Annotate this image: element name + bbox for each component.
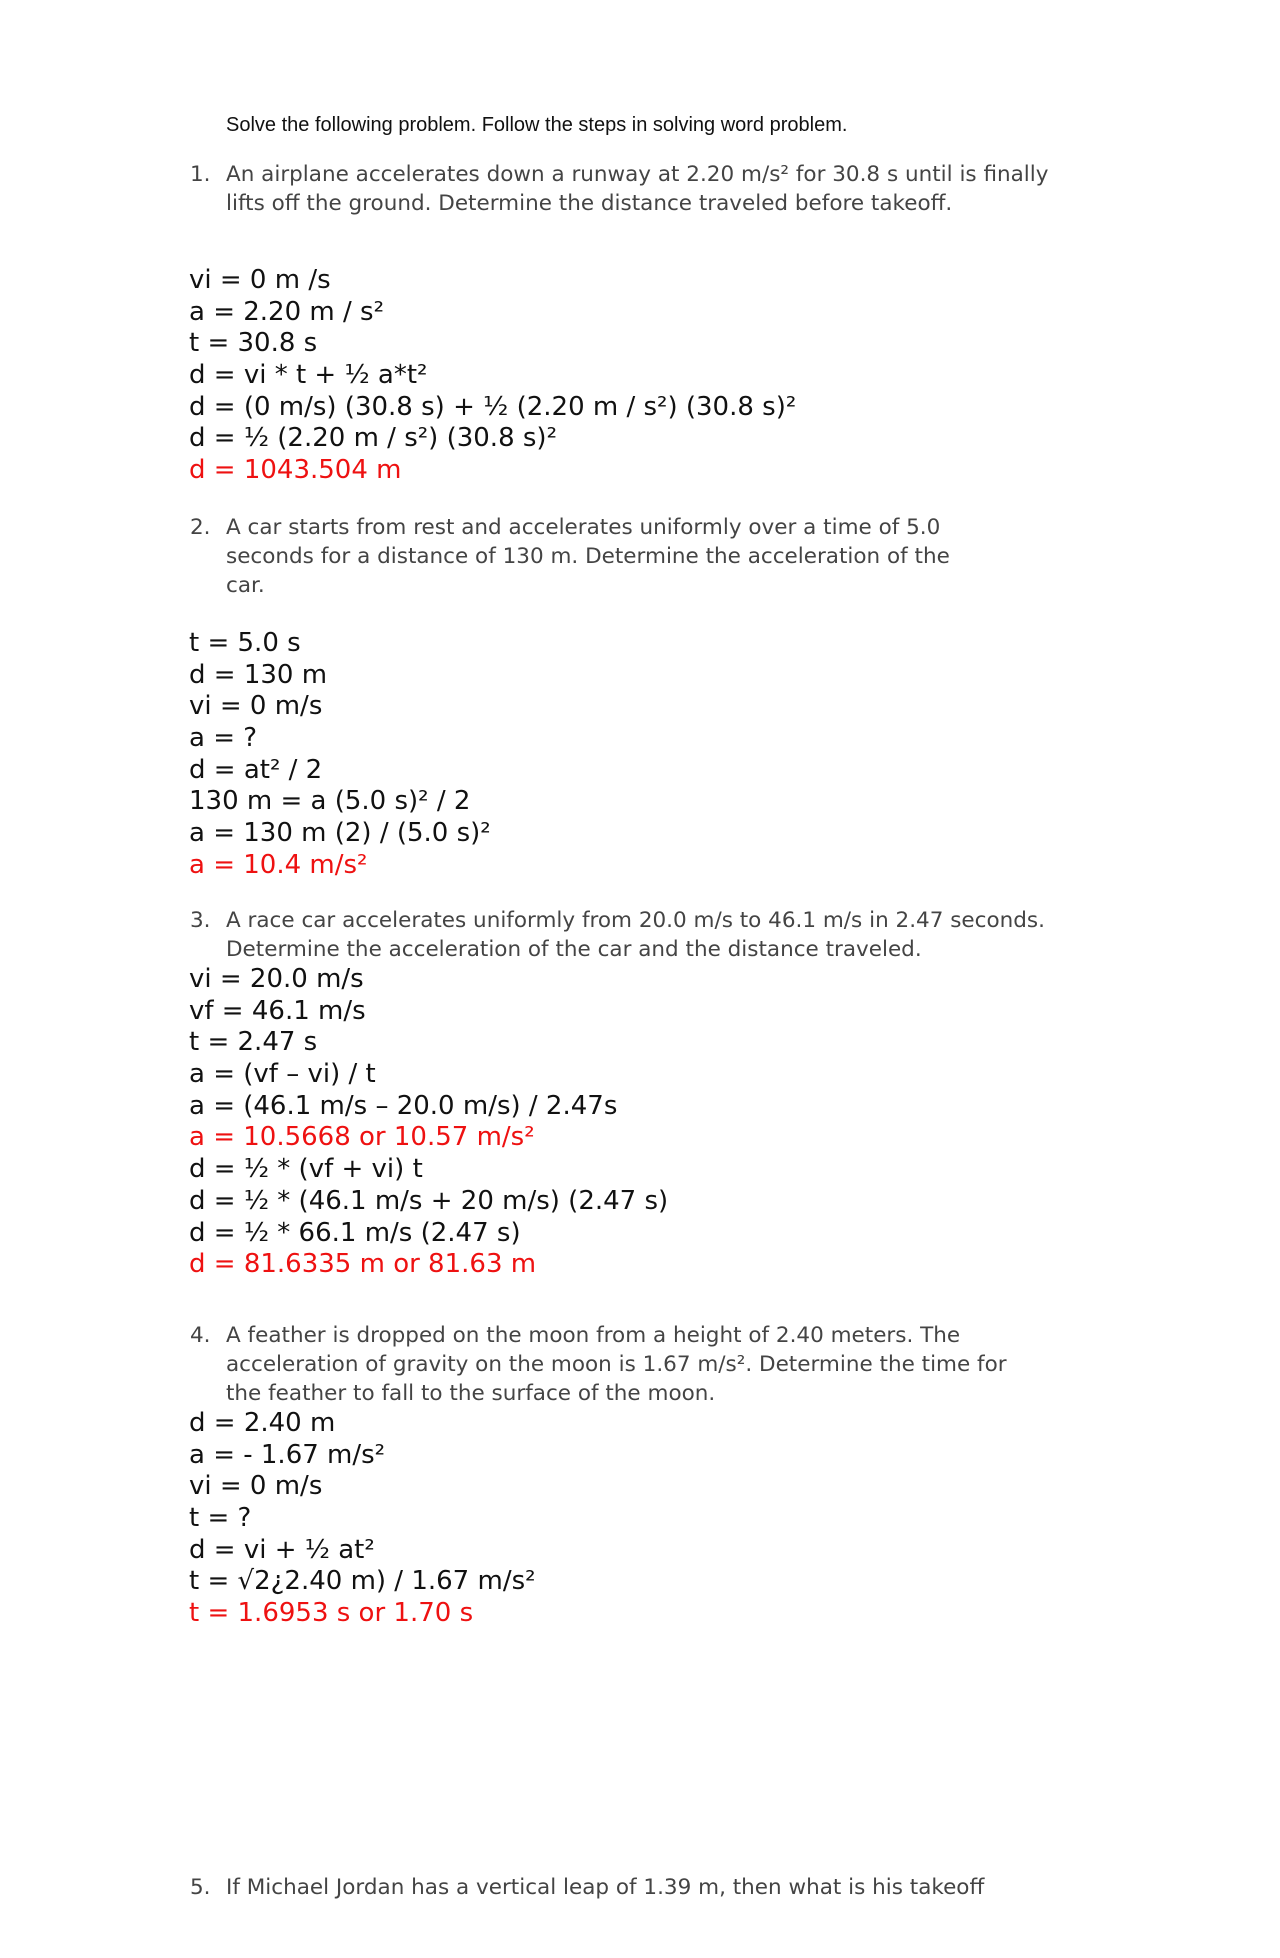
work-line: vi = 20.0 m/s	[189, 964, 364, 994]
work-line: d = ½ * (46.1 m/s + 20 m/s) (2.47 s)	[189, 1185, 669, 1216]
answer-line: t = 1.6953 s or 1.70 s	[189, 1598, 474, 1629]
answer-line: d = 81.6335 m or 81.63 m	[189, 1249, 537, 1280]
problem-statement	[226, 160, 1048, 218]
answer-line: d = 1043.504 m	[189, 455, 402, 486]
answer-line: a = 10.5668 or 10.57 m/s²	[189, 1122, 535, 1153]
problem-line: acceleration of gravity on the moon is 1.67 m/s². Determine the time for	[226, 1352, 1007, 1377]
solution-3	[189, 964, 668, 1281]
work-line: d = vi + ½ at²	[189, 1534, 375, 1565]
problem-statement	[226, 906, 1045, 964]
work-line: t = 2.47 s	[189, 1027, 318, 1058]
work-line: t = ?	[189, 1503, 252, 1534]
problem-statement	[226, 1873, 984, 1902]
problem-line: car.	[226, 573, 265, 598]
work-line: 130 m = a (5.0 s)² / 2	[189, 786, 471, 817]
work-line: a = (46.1 m/s – 20.0 m/s) / 2.47s	[189, 1090, 618, 1121]
work-line: t = 5.0 s	[189, 628, 301, 658]
problem-number: 4.	[190, 1323, 211, 1348]
work-line: vi = 0 m/s	[189, 1471, 323, 1502]
work-line: vf = 46.1 m/s	[189, 995, 366, 1026]
problem-line: lifts off the ground. Determine the distance traveled before takeoff.	[226, 191, 953, 216]
work-line: t = 30.8 s	[189, 328, 318, 359]
work-line: d = at² / 2	[189, 754, 323, 785]
instruction-text: Solve the following problem. Follow the steps in solving word problem.	[226, 114, 848, 136]
solution-4	[189, 1408, 536, 1630]
work-line: d = vi * t + ½ a*t²	[189, 360, 428, 391]
work-line: a = - 1.67 m/s²	[189, 1439, 386, 1470]
work-line: a = 130 m (2) / (5.0 s)²	[189, 818, 491, 849]
work-line: d = 130 m	[189, 659, 328, 690]
problem-line: If Michael Jordan has a vertical leap of 1.39 m, then what is his takeoff	[226, 1875, 985, 1900]
work-line: a = 2.20 m / s²	[189, 296, 384, 327]
work-line: vi = 0 m/s	[189, 691, 323, 722]
work-line: d = (0 m/s) (30.8 s) + ½ (2.20 m / s²) (30.8 s)²	[189, 391, 797, 422]
problem-line: the feather to fall to the surface of the moon.	[226, 1381, 716, 1406]
problem-line: A race car accelerates uniformly from 20.0 m/s to 46.1 m/s in 2.47 seconds.	[226, 908, 1045, 933]
answer-line: a = 10.4 m/s²	[189, 849, 368, 880]
work-line: vi = 0 m /s	[189, 265, 331, 295]
problem-number: 2.	[190, 515, 211, 540]
problem-line: seconds for a distance of 130 m. Determine the acceleration of the	[226, 544, 950, 569]
work-line: t = √2¿2.40 m) / 1.67 m/s²	[189, 1566, 536, 1597]
problem-number: 1.	[190, 162, 211, 187]
work-line: d = ½ * 66.1 m/s (2.47 s)	[189, 1217, 521, 1248]
problem-number: 5.	[190, 1875, 211, 1900]
work-line: d = ½ * (vf + vi) t	[189, 1154, 423, 1185]
problem-line: An airplane accelerates down a runway at 2.20 m/s² for 30.8 s until is finally	[226, 162, 1049, 187]
problem-line: A feather is dropped on the moon from a height of 2.40 meters. The	[226, 1323, 961, 1348]
problem-number: 3.	[190, 908, 211, 933]
work-line: a = ?	[189, 723, 258, 754]
solution-1	[189, 265, 796, 487]
problem-line: A car starts from rest and accelerates uniformly over a time of 5.0	[226, 515, 941, 540]
work-line: a = (vf – vi) / t	[189, 1059, 376, 1090]
solution-2	[189, 628, 491, 882]
work-line: d = 2.40 m	[189, 1408, 336, 1438]
problem-line: Determine the acceleration of the car and the distance traveled.	[226, 937, 922, 962]
problem-statement	[226, 513, 950, 600]
problem-statement	[226, 1321, 1007, 1408]
work-line: d = ½ (2.20 m / s²) (30.8 s)²	[189, 423, 557, 454]
